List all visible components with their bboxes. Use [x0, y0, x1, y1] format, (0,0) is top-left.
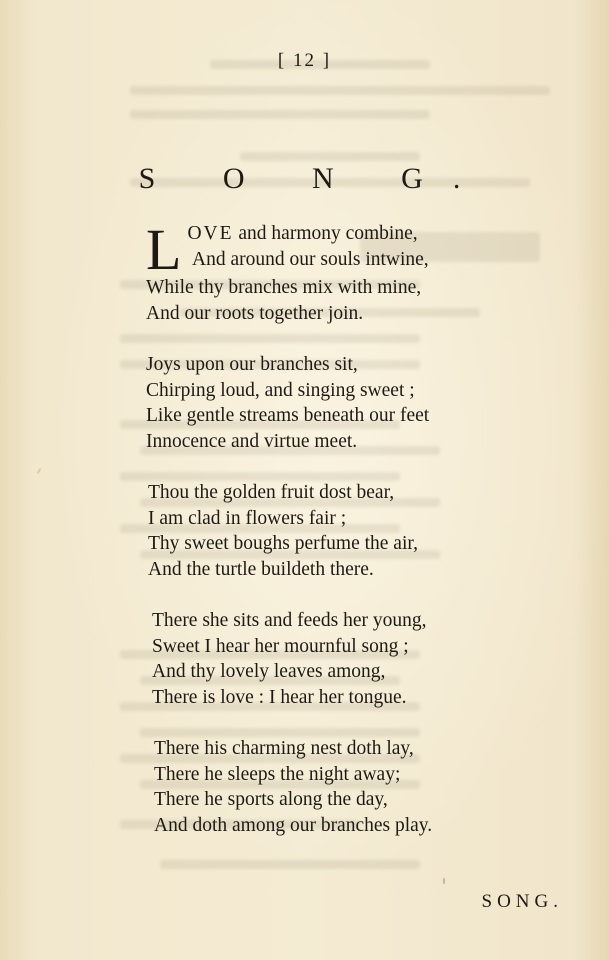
stanza: [148, 480, 546, 582]
stanza: [146, 217, 546, 326]
catchword: SONG.: [481, 891, 563, 912]
verse-line: Chirping loud, and singing sweet ;: [146, 379, 415, 401]
verse-line: There he sleeps the night away;: [154, 763, 401, 785]
verse-line: And thy lovely leaves among,: [152, 661, 386, 682]
verse-line: Thou the golden fruit dost bear,: [148, 482, 395, 503]
stanza: [152, 608, 546, 710]
stanza: [154, 736, 546, 838]
verse-line: Thy sweet boughs perfume the air,: [148, 533, 418, 554]
poem-title: S O N G.: [138, 162, 491, 195]
verse-line: While thy branches mix with mine,: [146, 277, 422, 298]
verse-line: There is love : I hear her tongue.: [152, 686, 407, 708]
verse-line: And doth among our branches play.: [154, 814, 433, 836]
verse-line: And around our souls intwine,: [192, 248, 429, 270]
verse-line: And the turtle buildeth there.: [148, 558, 374, 580]
verse-line: There his charming nest doth lay,: [154, 738, 414, 759]
verse-line: Joys upon our branches sit,: [146, 354, 358, 375]
paper-speck: [37, 468, 42, 474]
verse-line: Sweet I hear her mournful song ;: [152, 635, 409, 657]
poem-body: [146, 217, 546, 864]
verse-line: Innocence and virtue meet.: [146, 430, 358, 452]
page-number: [ 12 ]: [277, 50, 332, 71]
drop-cap: L: [146, 217, 182, 282]
verse-text: and harmony combine,: [233, 223, 418, 244]
verse-line: There he sports along the day,: [154, 789, 388, 810]
verse-line: There she sits and feeds her young,: [152, 610, 427, 631]
verse-line: I am clad in flowers fair ;: [148, 507, 347, 529]
verse-line: Like gentle streams beneath our feet: [146, 405, 430, 426]
verse-line: And our roots together join.: [146, 302, 364, 324]
small-caps-word: OVE: [187, 223, 234, 244]
stanza: [146, 352, 546, 454]
paper-speck: [443, 878, 445, 884]
